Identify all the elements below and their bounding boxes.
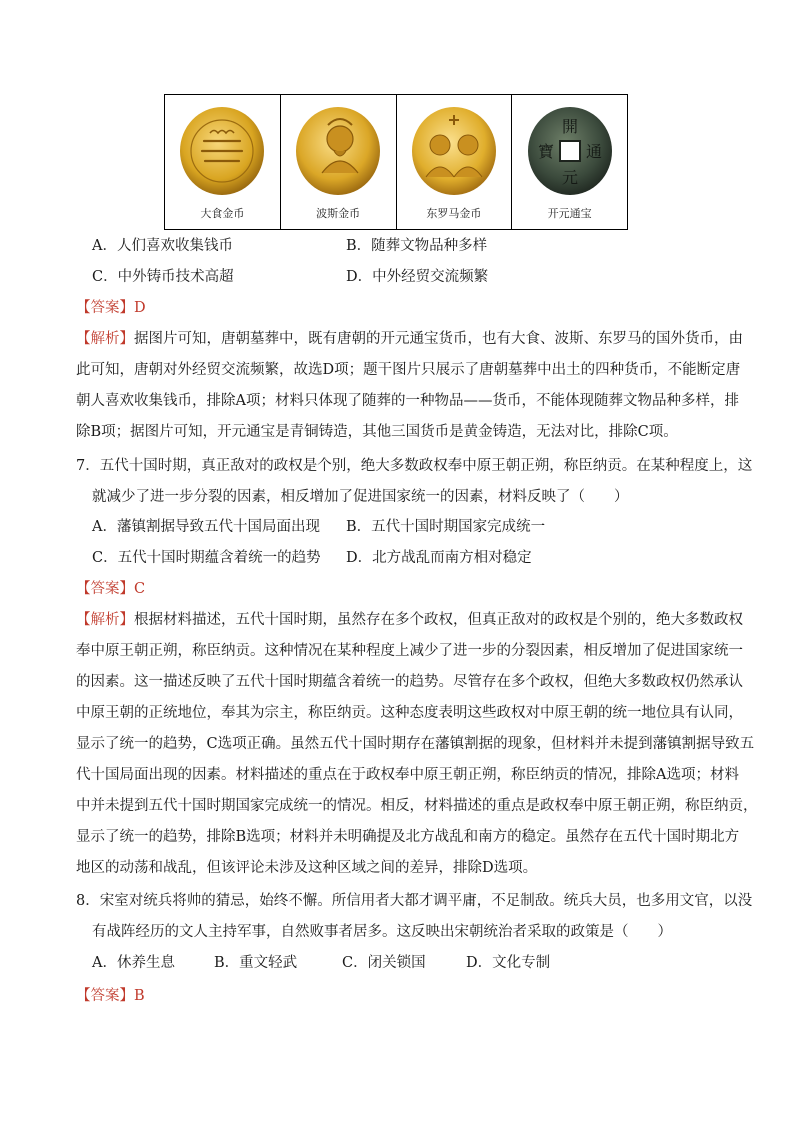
kaiyuan-char-left: 寶	[537, 142, 554, 161]
q6-explain-line-1	[76, 329, 743, 349]
q8-option-b: B．重文轻武	[214, 955, 298, 971]
coin-cell-dashi	[165, 95, 281, 229]
q7-explain-line-6: 代十国局面出现的因素。材料描述的重点在于政权奉中原王朝正朔，称臣纳贡的情况，排除A选项；材料	[76, 767, 739, 783]
q8-stem-line-1: 8．宋室对统兵将帅的猜忌，始终不懈。所信用者大都才调平庸，不足制敌。统兵大员，也多用文官，以没	[76, 893, 753, 909]
q7-answer	[76, 579, 145, 599]
q8-stem-line-2: 有战阵经历的文人主持军事，自然败事者居多。这反映出宋朝统治者采取的政策是（ ）	[92, 924, 672, 940]
q7-option-c: C．五代十国时期蕴含着统一的趋势	[92, 550, 321, 566]
persian-gold-coin-icon	[288, 103, 388, 199]
q6-option-c: C．中外铸币技术高超	[92, 269, 234, 285]
coin-caption-dashi: 大食金币	[200, 207, 245, 220]
q7-option-a: A．藩镇割据导致五代十国局面出现	[92, 519, 320, 535]
q7-explain-tag: 【解析】	[76, 612, 134, 628]
dinar-gold-coin-icon	[172, 103, 272, 199]
q6-explain-line-2: 此可知，唐朝对外经贸交流频繁，故选D项；题干图片只展示了唐朝墓葬中出土的四种货币，不能断定唐	[76, 362, 741, 378]
coin-cell-dongluoma	[397, 95, 513, 229]
q7-explain-line-9: 地区的动荡和战乱，但该评论未涉及这种区域之间的差异，排除D选项。	[76, 860, 538, 876]
q7-explain-line-4: 中原王朝的正统地位，奉其为宗主，称臣纳贡。这种态度表明这些政权对中原王朝的统一地位具有认同，	[76, 705, 743, 721]
q7-option-d: D．北方战乱而南方相对稳定	[346, 550, 532, 566]
q7-explain-line-3: 的因素。这一描述反映了五代十国时期蕴含着统一的趋势。尽管存在多个政权，但绝大多数政权仍然承认	[76, 674, 743, 690]
q7-explain-line-2: 奉中原王朝正朔，称臣纳贡。这种情况在某种程度上减少了进一步的分裂因素，相反增加了促进国家统一	[76, 643, 743, 659]
kaiyuan-char-top: 開	[561, 117, 578, 136]
kaiyuan-bronze-coin-icon	[520, 103, 620, 199]
q8-answer-value: B	[134, 988, 145, 1004]
q6-option-b: B．随葬文物品种多样	[346, 238, 488, 254]
q6-explain-line-3: 朝人喜欢收集钱币，排除A项；材料只体现了随葬的一种物品——货币，不能体现随葬文物品种多样，排	[76, 393, 739, 409]
q7-answer-value: C	[134, 581, 146, 597]
coin-caption-kaiyuan: 开元通宝	[547, 207, 592, 220]
coin-cell-bosi	[281, 95, 397, 229]
q7-answer-tag: 【答案】	[76, 581, 134, 597]
coin-caption-bosi: 波斯金币	[316, 207, 361, 220]
q7-explain-text-1: 根据材料描述，五代十国时期，虽然存在多个政权，但真正敌对的政权是个别的，绝大多数政权	[134, 612, 743, 628]
coin-image-table	[164, 94, 628, 230]
q6-answer-value: D	[134, 300, 146, 316]
kaiyuan-char-bottom: 元	[561, 168, 578, 187]
q7-explain-line-1	[76, 610, 743, 630]
q6-answer-tag: 【答案】	[76, 300, 134, 316]
byzantine-gold-coin-icon	[404, 103, 504, 199]
q6-explain-tag: 【解析】	[76, 331, 134, 347]
q6-explain-line-4: 除B项；据图片可知，开元通宝是青铜铸造，其他三国货币是黄金铸造，无法对比，排除C项。	[76, 424, 678, 440]
q7-stem-line-2: 就减少了进一步分裂的因素，相反增加了促进国家统一的因素，材料反映了（ ）	[92, 489, 629, 505]
q6-option-d: D．中外经贸交流频繁	[346, 269, 489, 285]
q7-explain-line-5: 显示了统一的趋势，C选项正确。虽然五代十国时期存在藩镇割据的现象，但材料并未提到藩镇割据导致五	[76, 736, 755, 752]
q6-answer	[76, 298, 146, 318]
coin-caption-dongluoma: 东罗马金币	[426, 207, 482, 220]
kaiyuan-char-right: 通	[585, 142, 602, 161]
q8-option-c: C．闭关锁国	[342, 955, 426, 971]
q8-answer-tag: 【答案】	[76, 988, 134, 1004]
q8-answer	[76, 986, 145, 1006]
q7-explain-line-7: 中并未提到五代十国时期国家完成统一的情况。相反，材料描述的重点是政权奉中原王朝正朔，称臣纳贡，	[76, 798, 758, 814]
q6-explain-text-1: 据图片可知，唐朝墓葬中，既有唐朝的开元通宝货币，也有大食、波斯、东罗马的国外货币，由	[134, 331, 743, 347]
q6-option-a: A．人们喜欢收集钱币	[92, 238, 233, 254]
q7-stem-line-1: 7．五代十国时期，真正敌对的政权是个别，绝大多数政权奉中原王朝正朔，称臣纳贡。在某种程度上，这	[76, 458, 753, 474]
q7-option-b: B．五代十国时期国家完成统一	[346, 519, 546, 535]
coin-cell-kaiyuan	[512, 95, 627, 229]
q7-explain-line-8: 显示了统一的趋势，排除B选项；材料并未明确提及北方战乱和南方的稳定。虽然存在五代十国时期北方	[76, 829, 740, 845]
q8-option-a: A．休养生息	[92, 955, 175, 971]
q8-option-d: D．文化专制	[466, 955, 551, 971]
